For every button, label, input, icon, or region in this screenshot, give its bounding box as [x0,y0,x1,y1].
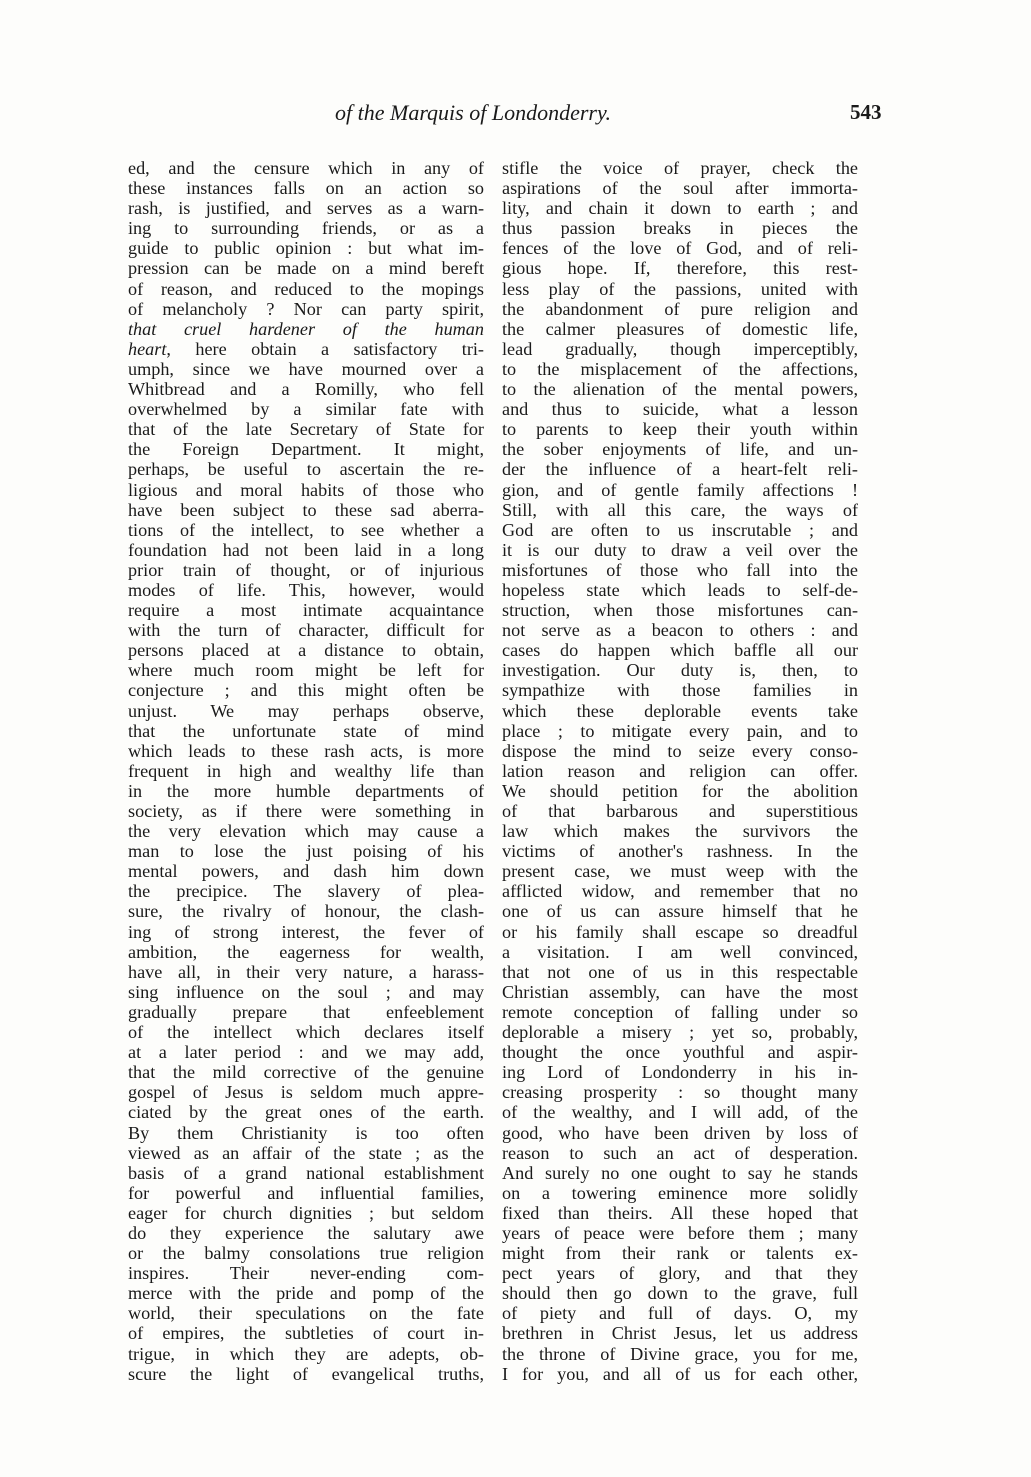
text-line: society, as if there were something in [128,801,484,821]
text-line: lead gradually, though imperceptibly, [502,338,858,359]
text-line: man to lose the just poising of his [128,841,484,862]
text-line: the very elevation which may cause a [128,821,484,842]
text-line: hopeless state which leads to self-de- [502,579,858,600]
text-line: pect years of glory, and that they [502,1263,858,1284]
text-line: one of us can assure himself that he [502,901,858,922]
text-line: remote conception of falling under so [502,1001,858,1022]
text-line: on a towering eminence more solidly [502,1182,858,1203]
text-line: brethren in Christ Jesus, let us address [502,1323,858,1344]
text-line: persons placed at a distance to obtain, [128,640,484,661]
text-line: afflicted widow, and remember that no [502,881,858,902]
text-line: gradually prepare that enfeeblement [128,1001,484,1022]
text-line: aspirations of the soul after immorta- [502,178,858,199]
text-line: pression can be made on a mind bereft [128,258,484,279]
text-line: the calmer pleasures of domestic life, [502,318,858,339]
text-line: misfortunes of those who fall into the [502,559,858,580]
text-line: ligious and moral habits of those who [128,479,484,500]
text-line: to the misplacement of the affections, [502,358,858,379]
text-line: perhaps, be useful to ascertain the re- [128,459,484,480]
text-line: conjecture ; and this might often be [128,680,484,701]
text-line: good, who have been driven by loss of [502,1122,858,1143]
text-line: to the alienation of the mental powers, [502,379,858,400]
text-line: the Foreign Department. It might, [128,439,484,460]
text-line: gious hope. If, therefore, this rest- [502,258,858,279]
text-line: do they experience the salutary awe [128,1222,484,1243]
text-line: fences of the love of God, and of reli- [502,238,858,259]
text-line: it is our duty to draw a veil over the [502,539,858,560]
text-line: years of peace were before them ; many [502,1222,858,1243]
text-line: victims of another's rashness. In the [502,841,858,862]
text-line: place ; to mitigate every pain, and to [502,720,858,741]
text-line: modes of life. This, however, would [128,579,484,600]
text-line: struction, when those misfortunes can- [502,600,858,621]
page-number: 543 [850,100,882,124]
text-line: which leads to these rash acts, is more [128,740,484,761]
text-line: eager for church dignities ; but seldom [128,1202,484,1223]
text-line: ambition, the eagerness for wealth, [128,941,484,962]
text-line: sympathize with those families in [502,680,858,701]
text-line: that not one of us in this respectable [502,961,858,982]
text-line: unjust. We may perhaps observe, [128,700,484,721]
text-line: should then go down to the grave, full [502,1283,858,1304]
text-line: gion, and of gentle family affections ! [502,479,858,500]
text-line: or his family shall escape so dreadful [502,921,858,942]
text-line: heart, here obtain a satisfactory tri- [128,338,484,359]
text-line: for powerful and influential families, [128,1182,484,1203]
text-line: umph, since we have mourned over a [128,358,484,379]
text-line: lation reason and religion can offer. [502,760,858,781]
text-line: deplorable a misery ; yet so, probably, [502,1022,858,1043]
text-line: at a later period : and we may add, [128,1042,484,1063]
text-line: present case, we must weep with the [502,861,858,882]
text-line: that the mild corrective of the genuine [128,1062,484,1083]
text-line: might from their rank or talents ex- [502,1243,858,1264]
text-line: And surely no one ought to say he stands [502,1162,858,1183]
text-line: of reason, and reduced to the mopings [128,278,484,299]
text-line: sure, the rivalry of honour, the clash- [128,901,484,922]
text-line: law which makes the survivors the [502,821,858,842]
text-line: of melancholy ? Nor can party spirit, [128,298,484,319]
text-line: dispose the mind to seize every conso- [502,740,858,761]
text-line: frequent in high and wealthy life than [128,760,484,781]
text-line: gospel of Jesus is seldom much appre- [128,1082,484,1103]
text-line: viewed as an affair of the state ; as the [128,1142,484,1163]
text-line: overwhelmed by a similar fate with [128,399,484,420]
text-line: that the unfortunate state of mind [128,720,484,741]
text-line: inspires. Their never-ending com- [128,1263,484,1284]
text-line: not serve as a beacon to others : and [502,620,858,641]
text-line: investigation. Our duty is, then, to [502,660,858,681]
text-line: We should petition for the abolition [502,780,858,801]
text-line: lity, and chain it down to earth ; and [502,198,858,219]
text-line: less play of the passions, united with [502,278,858,299]
text-line: merce with the pride and pomp of the [128,1283,484,1304]
text-line: the sober enjoyments of life, and un- [502,439,858,460]
text-line: of the intellect which declares itself [128,1022,484,1043]
text-line: the abandonment of pure religion and [502,298,858,319]
text-line: ing to surrounding friends, or as a [128,218,484,239]
text-line: in the more humble departments of [128,780,484,801]
text-line: creasing prosperity : so thought many [502,1082,858,1103]
text-line: or the balmy consolations true religion [128,1243,484,1264]
text-line: these instances falls on an action so [128,178,484,199]
text-line: ing of strong interest, the fever of [128,921,484,942]
text-line: By them Christianity is too often [128,1122,484,1143]
text-line: ed, and the censure which in any of [128,158,484,178]
text-line: foundation had not been laid in a long [128,539,484,560]
text-line: with the turn of character, difficult for [128,620,484,641]
text-line: have all, in their very nature, a harass- [128,961,484,982]
running-title: of the Marquis of Londonderry. [335,100,612,125]
text-line: thought the once youthful and aspir- [502,1042,858,1063]
text-line: mental powers, and dash him down [128,861,484,882]
text-line: of piety and full of days. O, my [502,1303,858,1324]
text-line: rash, is justified, and serves as a warn- [128,198,484,219]
right-text-column [502,158,858,1384]
text-line: thus passion breaks in pieces the [502,218,858,239]
text-line: prior train of thought, or of injurious [128,559,484,580]
text-line: a visitation. I am well convinced, [502,941,858,962]
text-line: tions of the intellect, to see whether a [128,519,484,540]
text-line: world, their speculations on the fate [128,1303,484,1324]
text-line: reason to such an act of desperation. [502,1142,858,1163]
text-line: that of the late Secretary of State for [128,419,484,440]
text-line: which these deplorable events take [502,700,858,721]
text-line: that cruel hardener of the human [128,318,484,339]
text-line: and thus to suicide, what a lesson [502,399,858,420]
text-line: basis of a grand national establishment [128,1162,484,1183]
text-line: God are often to us inscrutable ; and [502,519,858,540]
text-line: of that barbarous and superstitious [502,801,858,821]
text-line: scure the light of evangelical truths, [128,1363,484,1384]
text-line: where much room might be left for [128,660,484,681]
text-line: ciated by the great ones of the earth. [128,1102,484,1123]
page-header [130,100,882,140]
text-line: guide to public opinion : but what im- [128,238,484,259]
text-line: der the influence of a heart-felt reli- [502,459,858,480]
text-line: fixed than theirs. All these hoped that [502,1202,858,1223]
text-line: have been subject to these sad aberra- [128,499,484,520]
text-line: Christian assembly, can have the most [502,981,858,1002]
text-line: stifle the voice of prayer, check the [502,158,858,178]
text-line: Whitbread and a Romilly, who fell [128,379,484,400]
text-line: require a most intimate acquaintance [128,600,484,621]
text-line: to parents to keep their youth within [502,419,858,440]
text-line: of the wealthy, and I will add, of the [502,1102,858,1123]
text-line: the throne of Divine grace, you for me, [502,1343,858,1364]
text-line: sing influence on the soul ; and may [128,981,484,1002]
text-line: trigue, in which they are adepts, ob- [128,1343,484,1364]
text-line: Still, with all this care, the ways of [502,499,858,520]
text-line: ing Lord of Londonderry in his in- [502,1062,858,1083]
text-line: I for you, and all of us for each other, [502,1363,858,1384]
text-line: of empires, the subtleties of court in- [128,1323,484,1344]
left-text-column [128,158,484,1384]
text-line: the precipice. The slavery of plea- [128,881,484,902]
text-line: cases do happen which baffle all our [502,640,858,661]
